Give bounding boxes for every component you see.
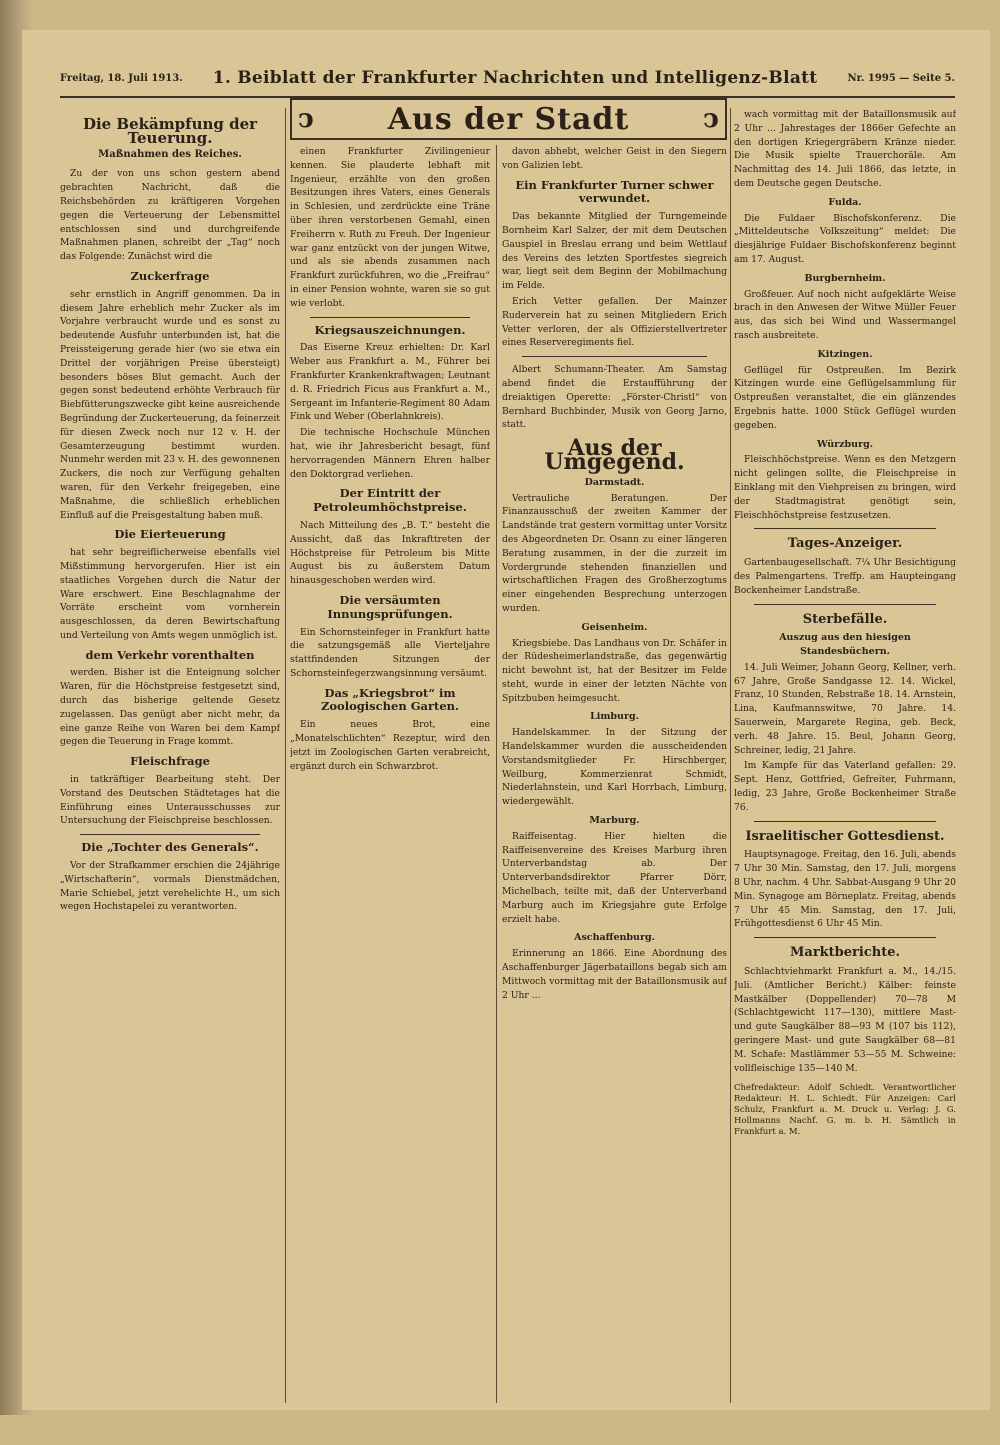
paragraph-eier: hat sehr begreiflicherweise ebenfalls viel Mißstimmung hervorgerufen. Hier ist ein staatliches Vorgehen durch die Natur der Ware erschwert. Eine Beschlagnahme der Vorräte erscheint vom vornherein ausgeschlossen, da deren Bewirtschaftung und Verteilung von Amts wegen unmöglich ist. xyxy=(60,547,280,641)
masthead xyxy=(60,60,955,98)
paragraph-fleisch: in tatkräftiger Bearbeitung steht. Der Vorstand des Deutschen Städtetages hat die Einführung eines Unterausschusses zur Untersuchung der Fleischpreise beschlossen. xyxy=(60,774,280,827)
paragraph-erich-vetter: Erich Vetter gefallen. Der Mainzer Ruderverein hat zu seinen Mitgliedern Erich Vetter verloren, der als Offizierstellvertreter eines Reserveregiments fiel. xyxy=(502,295,727,349)
masthead-issue: Nr. 1995 — Seite 5. xyxy=(847,72,955,84)
paragraph-wuerzburg: Fleischhöchstpreise. Wenn es den Metzgern nicht gelingen sollte, die Fleischpreise in Einklang mit den Viehpreisen zu bringen, wird der Stadtmagistrat genötigt sein, Fleischhöchstpreise festzusetzen. xyxy=(734,454,956,521)
place-limburg: Limburg. xyxy=(590,711,639,723)
heading-gottesdienst: Israelitischer Gottesdienst. xyxy=(745,828,945,844)
paragraph-tochter: Vor der Strafkammer erschien die 24jährige „Wirtschafterin“, vormals Dienstmädchen, Marie Schiebel, jetzt verehelichte H., um sich wegen Hochstapelei zu verantworten. xyxy=(60,860,280,913)
heading-innung: Die versäumten Innungsprüfungen. xyxy=(327,592,453,621)
column-divider xyxy=(730,108,731,1403)
heading-tages-anzeiger: Tages-Anzeiger. xyxy=(787,536,903,552)
section-rule xyxy=(522,356,707,357)
section-rule xyxy=(754,528,936,529)
paragraph-marburg: Raiffeisentag. Hier hielten die Raiffeisenvereine des Kreises Marburg ihren Unterverbandstag ab. Der Unterverbandsdirektor Pfarrer Dörr, Michelbach, teilte mit, daß der Unterverband Marburg auch im Kriegsjahre gute Erfolge erzielt habe. xyxy=(502,830,727,925)
place-wuerzburg: Würzburg. xyxy=(816,438,874,450)
place-geisenheim: Geisenheim. xyxy=(581,621,648,633)
sterbefaelle-subtitle: Auszug aus den hiesigen Standesbüchern. xyxy=(779,632,911,658)
paragraph-continuation: einen Frankfurter Zivilingenieur kennen. Sie plauderte lebhaft mit Ingenieur, erzählte von den großen Besitzungen ihres Vaters, eines Generals in Schlesien, und zerdrückte eine Träne über ihren verstorbenen Gemahl, einen Freiherrn v. Ruth zu Freuh. Der Ingenieur war ganz entzückt von der jungen Witwe, und als sie abends zusammen nach Frankfurt zurückfuhren, wo die „Freifrau“ in einer Pension wohnte, waren sie so gut wie verlobt. xyxy=(290,146,490,309)
article-subtitle: Maßnahmen des Reiches. xyxy=(98,148,242,160)
paragraph-hochschule: Die technische Hochschule München hat, wie ihr Jahresbericht besagt, fünf hervorragenden Männern Ehren halber den Doktorgrad verliehen. xyxy=(290,427,490,480)
article-title-teuerung: Die Bekämpfung der Teuerung. xyxy=(82,115,258,147)
paragraph-innung: Ein Schornsteinfeger in Frankfurt hatte die satzungsgemäß alle Vierteljahre stattfindenden Sitzungen der Schornsteinfegerzwangsinnung versäumt. xyxy=(290,626,490,679)
right-ornament: ↄ xyxy=(703,104,719,134)
paragraph-schumann-theater: Albert Schumann-Theater. Am Samstag abend findet die Erstaufführung der dreiaktigen Operette: „Förster-Christl“ von Bernhard Buchbinder, Musik von Georg Jarno, statt. xyxy=(502,364,727,431)
place-aschaffenburg: Aschaffenburg. xyxy=(574,932,655,944)
paragraph-kriegsbrot: Ein neues Brot, eine „Monatelschlichten“ Rezeptur, wird den jetzt im Zoologischen Garten verabreicht, ergänzt durch ein Schwarzbrot. xyxy=(290,719,490,772)
paragraph-gefallen: Im Kampfe für das Vaterland gefallen: 29. Sept. Henz, Gottfried, Gefreiter, Fuhrmann, ledig, 23 Jahre, Große Bockenheimer Straße 76. xyxy=(734,760,956,813)
section-rule xyxy=(80,834,260,835)
place-darmstadt: Darmstadt. xyxy=(584,476,645,488)
paragraph-zucker: sehr ernstlich in Angriff genommen. Da in diesem Jahre erheblich mehr Zucker als im Vorjahre verbraucht wurde und es sonst zu bedeutende Ausfuhr unterbunden ist, hat die Preissteigerung gerade hier (wo sie etwa ein Drittel der vorjährigen Preise übersteigt) besonders böses Blut gemacht. Auch der gegen sonst bedeutend erhöhte Verbrauch für Biebfütterungszwecke gibt keine ausreichende Begründung der Zuckerteuerung, da feinerzeit für diesen Zweck noch nur 12 v. H. der Gesamterzeugung bestimmt wurden. Nunmehr werden mit 23 v. H. des gewonnenen Zuckers, die noch zur Verfügung gehalten waren, für den Verkehr freigegeben, eine Maßnahme, die schließlich erheblichen Einfluß auf die Preisgestaltung haben muß. xyxy=(60,288,280,521)
heading-marktberichte: Marktberichte. xyxy=(790,945,900,961)
paragraph-gottesdienst: Hauptsynagoge. Freitag, den 16. Juli, abends 7 Uhr 30 Min. Samstag, den 17. Juli, morgens 8 Uhr, nachm. 4 Uhr. Sabbat-Ausgang 9 Uhr 20 Min. Synagoge am Börneplatz. Freitag, abends 7 Uhr 45 Min. Samstag, den 17. Juli, Frühgottesdienst 6 Uhr 45 Min. xyxy=(734,849,956,930)
paragraph-geisenheim: Kriegsbiebe. Das Landhaus von Dr. Schäfer in der Rüdesheimerlandstraße, das gegenwärtig nicht bewohnt ist, hat der Besitzer im Felde steht, wurde in einer der letzten Nächte von Spitzbuben heimgesucht. xyxy=(502,637,727,704)
paragraph-kriegsauszeichnungen: Das Eiserne Kreuz erhielten: Dr. Karl Weber aus Frankfurt a. M., Führer bei Frankfurter Krankenkraftwagen; Leutnant d. R. Friedrich Ficus aus Frankfurt a. M., Sergeant im Infanterie-Regiment 80 Adam Fink und Weber (Oberlahnkreis). xyxy=(290,342,490,423)
paragraph-sterbefaelle: 14. Juli Weimer, Johann Georg, Kellner, verh. 67 Jahre, Große Sandgasse 12. 14. Wickel, Franz, 10 Stunden, Rebstraße 18. 14. Arnstein, Lina, Kaufmannswitwe, 70 Jahre. 14. Sauerwein, Margarete Regina, geb. Beck, verh. 48 Jahre. 15. Beul, Johann Georg, Schreiner, ledig, 21 Jahre. xyxy=(734,661,956,756)
heading-kriegsbrot: Das „Kriegsbrot“ im Zoologischen Garten. xyxy=(320,685,460,714)
paragraph-tages-anzeiger: Gartenbaugesellschaft. 7¼ Uhr Besichtigung des Palmengartens. Treffp. am Haupteingang Bockenheimer Landstraße. xyxy=(734,557,956,596)
section-rule xyxy=(754,604,936,605)
section-rule xyxy=(754,937,936,938)
section-rule xyxy=(754,821,936,822)
section-rule xyxy=(310,317,470,318)
heading-turner: Ein Frankfurter Turner schwer verwundet. xyxy=(515,177,714,206)
paragraph-continuation: wach vormittag mit der Bataillonsmusik auf 2 Uhr ... Jahrestages der 1866er Gefechte an den dortigen Kriegergräbern Kränze nieder. Die Musik spielte Trauerchoräle. Am Nachmittag des 14. Juli 1866, das letzte, in dem Deutsche gegen Deutsche. xyxy=(734,109,956,189)
paragraph-continuation: davon abhebt, welcher Geist in den Siegern von Galizien lebt. xyxy=(502,146,727,171)
paragraph-verkehr: werden. Bisher ist die Enteignung solcher Waren, für die Höchstpreise festgesetzt sind, durch das bisherige geltende Gesetz zugelassen. Das genügt aber nicht mehr, da eine ganze Reihe von Waren bei dem Kampf gegen die Teuerung in Frage kommt. xyxy=(60,667,280,748)
heading-zuckerfrage: Zuckerfrage xyxy=(130,268,210,283)
place-burgbernheim: Burgbernheim. xyxy=(804,272,886,284)
heading-kriegsauszeichnungen: Kriegsauszeichnungen. xyxy=(314,322,466,337)
paragraph-marktberichte: Schlachtviehmarkt Frankfurt a. M., 14./15. Juli. (Amtlicher Bericht.) Kälber: feinste Mastkälber (Doppellender) 70—78 M (Schlachtgewicht 117—130), mittlere Mast- und gute Saugkälber 88—93 M (107 bis 112), geringere Mast- und gute Saugkälber 68—81 M. Schafe: Mastlämmer 53—55 M. Schweine: vollfleischige 135—140 M. xyxy=(734,966,956,1074)
left-ornament: ↄ xyxy=(298,104,314,134)
section-title-umgegend: Aus der Umgegend. xyxy=(544,435,685,475)
paragraph-limburg: Handelskammer. In der Sitzung der Handelskammer wurden die ausscheidenden Vorstandsmitglieder Fr. Hirschberger, Weilburg, Kommerzienrat Schmidt, Niederlahnstein, und Karl Horrbach, Limburg, wiedergewählt. xyxy=(502,727,727,808)
paragraph-aschaffenburg: Erinnerung an 1866. Eine Abordnung des Aschaffenburger Jägerbataillons begab sich am Mittwoch vormittag mit der Bataillonsmusik auf 2 Uhr ... xyxy=(502,948,727,1001)
place-fulda: Fulda. xyxy=(828,196,862,208)
heading-eierteuerung: Die Eierteuerung xyxy=(114,527,226,542)
column-divider xyxy=(285,108,286,1403)
column-3 xyxy=(502,145,727,1445)
heading-tochter: Die „Tochter des Generals“. xyxy=(81,840,259,855)
masthead-title: 1. Beiblatt der Frankfurter Nachrichten und Intelligenz-Blatt xyxy=(212,68,818,88)
heading-fleischfrage: Fleischfrage xyxy=(130,754,210,769)
paragraph-kitzingen: Geflügel für Ostpreußen. Im Bezirk Kitzingen wurde eine Geflügelsammlung für Ostpreußen veranstaltet, die ein glänzendes Ergebnis hatte. 1000 Stück Geflügel wurden gegeben. xyxy=(734,364,956,431)
masthead-date: Freitag, 18. Juli 1913. xyxy=(60,72,183,84)
imprint: Chefredakteur: Adolf Schiedt. Verantwortlicher Redakteur: H. L. Schiedt. Für Anzeigen: Carl Schulz, Frankfurt a. M. Druck u. Verlag: J. G. Hollmanns Nachf. G. m. b. H. Sämtlich in Frankfurt a. M. xyxy=(734,1083,956,1138)
paragraph-burgbernheim: Großfeuer. Auf noch nicht aufgeklärte Weise brach in den Anwesen der Witwe Müller Feuer aus, das sich bei Wind und Wassermangel rasch ausbreitete. xyxy=(734,288,956,341)
column-divider xyxy=(496,145,497,1403)
paragraph-turner: Das bekannte Mitglied der Turngemeinde Bornheim Karl Salzer, der mit dem Deutschen Gauspiel in Breslau errang und beim Wettlauf des Vereins des letzten Sportfestes siegreich war, liegt seit dem Beginn der Mobilmachung im Felde. xyxy=(502,211,727,292)
heading-petroleum: Der Eintritt der Petroleumhöchstpreise. xyxy=(313,486,467,515)
column-1 xyxy=(60,108,280,1408)
article-intro: Zu der von uns schon gestern abend gebrachten Nachricht, daß die Reichsbehörden zu kräftigeren Vorgehen gegen die Verteuerung der Lebensmittel entschlossen sind und durchgreifende Maßnahmen planen, schreibt der „Tag“ noch das Folgende: Zunächst wird die xyxy=(60,168,280,263)
place-kitzingen: Kitzingen. xyxy=(817,348,873,360)
section-title: Aus der Stadt xyxy=(387,101,630,137)
paragraph-petroleum: Nach Mitteilung des „B. T.“ besteht die Aussicht, daß das Inkrafttreten der Höchstpreise für Petroleum bis Mitte August bis zu äußerstem Datum hinausgeschoben werden wird. xyxy=(290,519,490,587)
paragraph-darmstadt: Vertrauliche Beratungen. Der Finanzausschuß der zweiten Kammer der Landstände trat gestern vormittag unter Vorsitz des Abgeordneten Dr. Osann zu einer längeren Beratung zusammen, in der die zurzeit im Vordergrunde stehenden finanziellen und wirtschaftlichen Fragen des Großherzogtums einer eingehenden Besprechung unterzogen wurden. xyxy=(502,492,727,614)
heading-sterbefaelle: Sterbefälle. xyxy=(802,611,888,627)
section-banner xyxy=(290,98,727,140)
place-marburg: Marburg. xyxy=(589,815,640,827)
heading-verkehr: dem Verkehr vorenthalten xyxy=(85,647,255,662)
column-2 xyxy=(290,145,490,1445)
paragraph-fulda: Die Fuldaer Bischofskonferenz. Die „Mitteldeutsche Volkszeitung“ meldet: Die diesjährige Fuldaer Bischofskonferenz beginnt am 17. August. xyxy=(734,212,956,265)
column-4 xyxy=(734,108,956,1408)
